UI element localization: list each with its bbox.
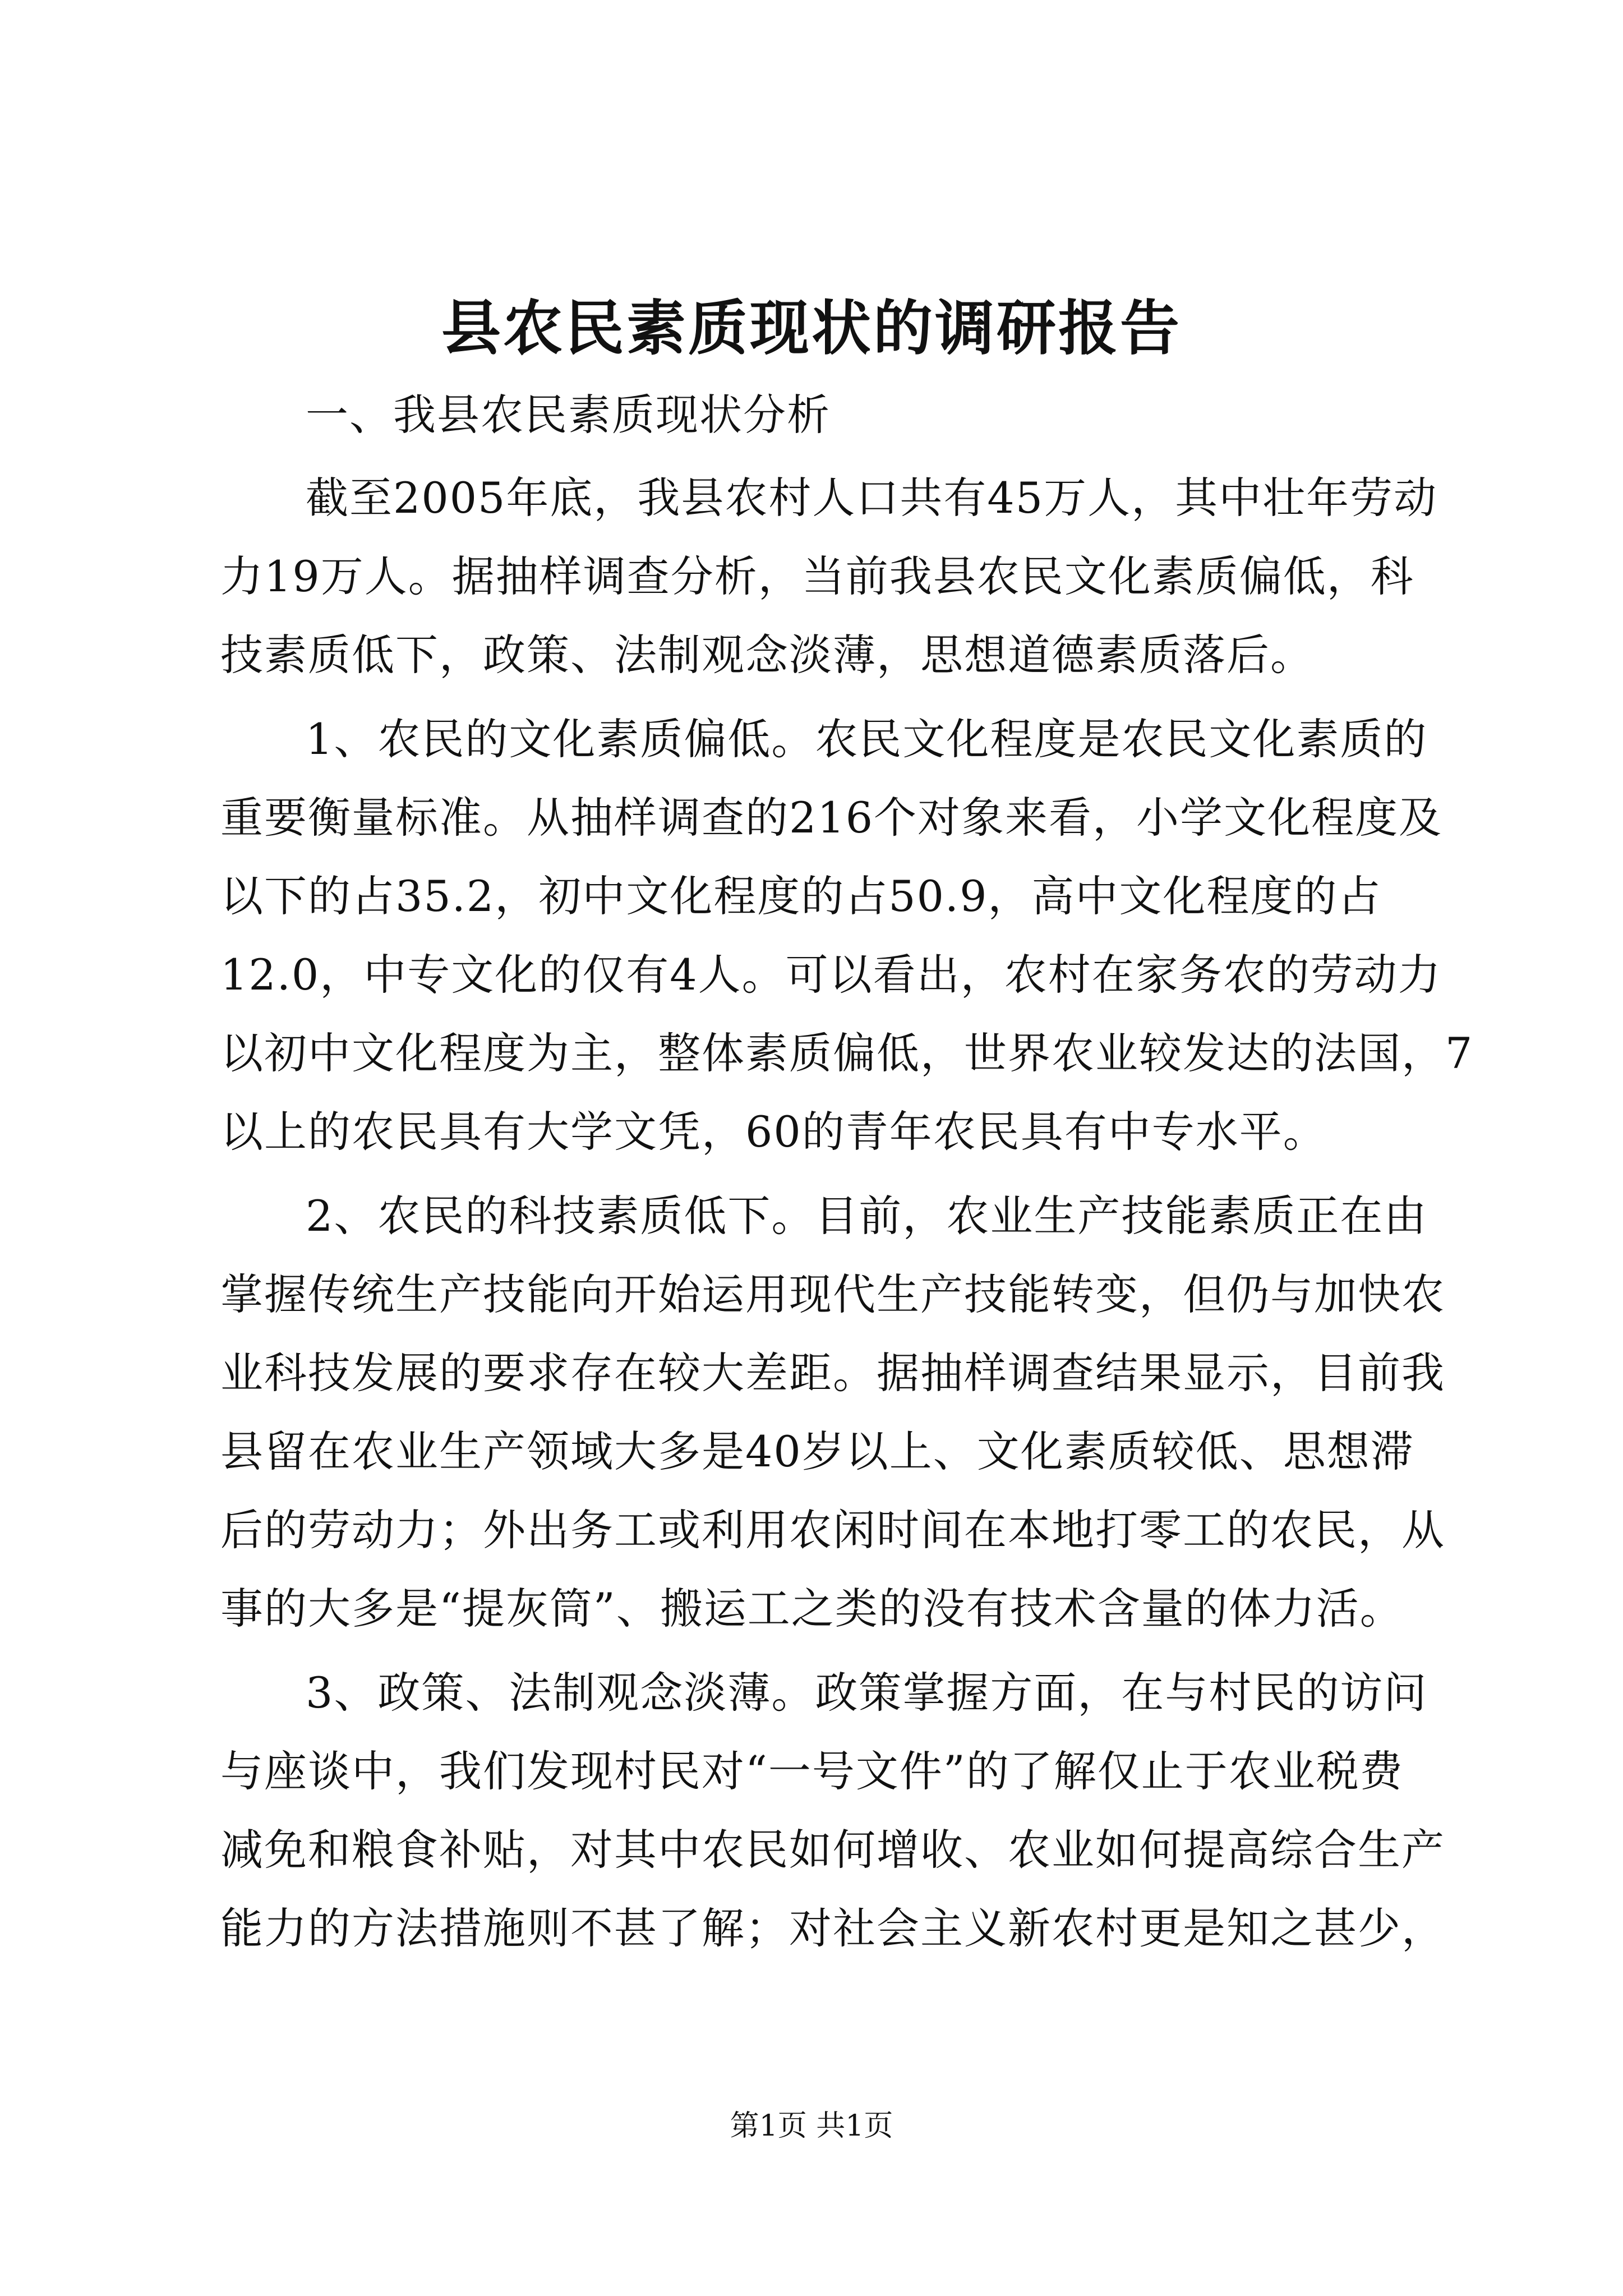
paragraph-line: 以下的占35.2，初中文化程度的占50.9，高中文化程度的占: [220, 871, 1382, 921]
paragraph-line: 事的大多是“提灰筒”、搬运工之类的没有技术含量的体力活。: [220, 1584, 1404, 1634]
paragraph-line: 1、农民的文化素质偏低。农民文化程度是农民文化素质的: [306, 714, 1428, 764]
paragraph-line: 重要衡量标准。从抽样调查的216个对象来看，小学文化程度及: [220, 793, 1443, 843]
paragraph-line: 以初中文化程度为主，整体素质偏低，世界农业较发达的法国，7: [220, 1028, 1474, 1078]
paragraph-line: 业科技发展的要求存在较大差距。据抽样调查结果显示，目前我: [220, 1348, 1445, 1398]
paragraph-line: 能力的方法措施则不甚了解；对社会主义新农村更是知之甚少，: [220, 1903, 1445, 1953]
paragraph-line: 减免和粮食补贴，对其中农民如何增收、农业如何提高综合生产: [220, 1825, 1445, 1875]
paragraph-line: 以上的农民具有大学文凭，60的青年农民具有中专水平。: [220, 1107, 1327, 1157]
paragraph-line: 截至2005年底，我县农村人口共有45万人，其中壮年劳动: [306, 473, 1438, 523]
page-footer: 第1页 共1页: [730, 2109, 893, 2143]
paragraph-line: 与座谈中，我们发现村民对“一号文件”的了解仅止于农业税费: [220, 1746, 1404, 1796]
paragraph-line: 技素质低下，政策、法制观念淡薄，思想道德素质落后。: [220, 630, 1314, 680]
paragraph-line: 掌握传统生产技能向开始运用现代生产技能转变，但仍与加快农: [220, 1269, 1445, 1319]
paragraph-line: 后的劳动力；外出务工或利用农闲时间在本地打零工的农民，从: [220, 1505, 1445, 1555]
paragraph-line: 2、农民的科技素质低下。目前，农业生产技能素质正在由: [306, 1191, 1428, 1241]
document-title: 县农民素质现状的调研报告: [441, 293, 1182, 363]
paragraph-line: 3、政策、法制观念淡薄。政策掌握方面，在与村民的访问: [306, 1668, 1428, 1718]
paragraph-line: 12.0，中专文化的仅有4人。可以看出，农村在家务农的劳动力: [220, 950, 1442, 1000]
paragraph-line: 县留在农业生产领域大多是40岁以上、文化素质较低、思想滞: [220, 1427, 1414, 1476]
paragraph-line: 力19万人。据抽样调查分析，当前我县农民文化素质偏低，科: [220, 551, 1414, 601]
section-heading: 一、我县农民素质现状分析: [306, 390, 831, 440]
